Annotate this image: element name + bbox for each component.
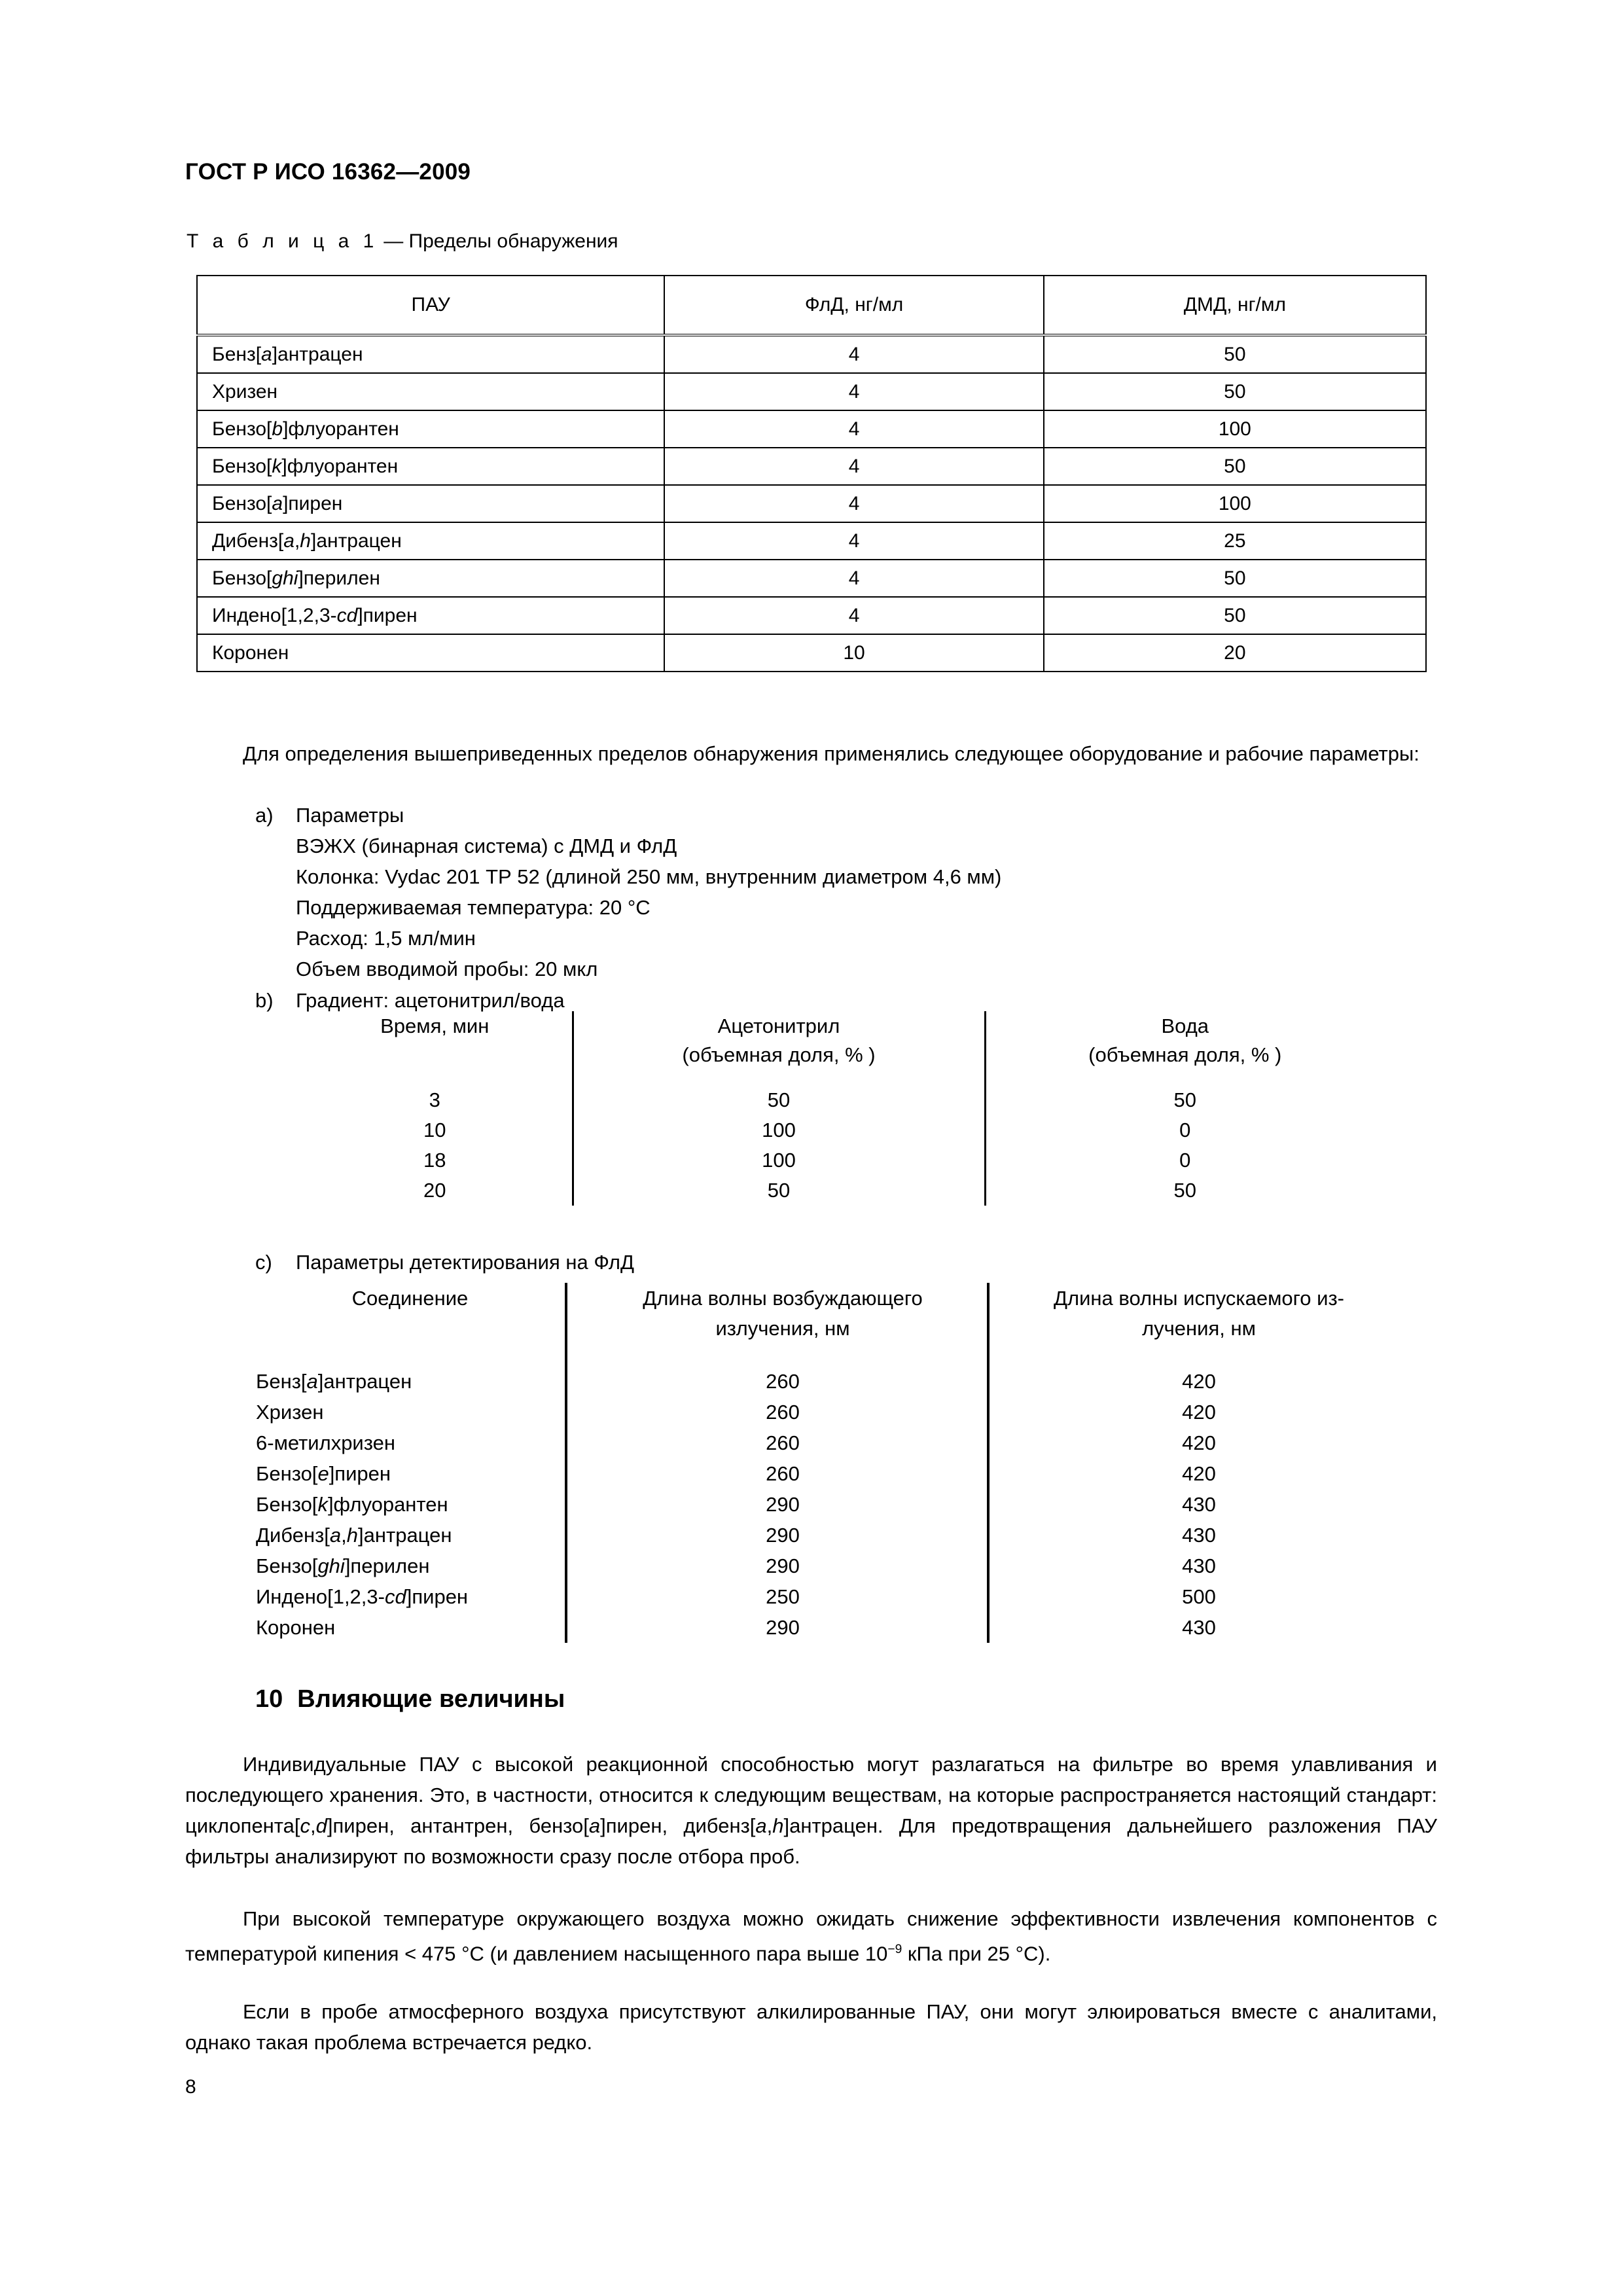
table1-cell-dmd: 100	[1044, 485, 1426, 522]
table3-cell-emission: 430	[988, 1489, 1397, 1520]
section-10-paragraph-3: Если в пробе атмосферного воздуха присутствуют алкилированные ПАУ, они могут элюироваться вместе с аналитами, однако такая проблема встречается редко.	[185, 2000, 1437, 2054]
table1-caption-dash: —	[378, 230, 409, 252]
table2-cell-water: 0	[985, 1145, 1384, 1175]
list-a-line-5: Объем вводимой пробы: 20 мкл	[296, 958, 598, 980]
table3-cell-compound: Бензо[ghi]перилен	[256, 1554, 430, 1577]
table3-cell-excitation: 260	[566, 1458, 988, 1489]
table3-cell-excitation: 260	[566, 1427, 988, 1458]
table-row	[197, 597, 1426, 634]
table3-cell-compound: Бензо[k]флуорантен	[256, 1493, 448, 1516]
list-marker-b: b)	[255, 989, 274, 1012]
section-10-heading	[255, 1685, 565, 1713]
table1-cell-name: Коронен	[197, 634, 664, 672]
table1-caption	[187, 230, 618, 253]
table-row	[255, 1520, 1397, 1551]
table2-col-header-time-l1: Время, мин	[380, 1014, 490, 1037]
table-row	[255, 1581, 1397, 1612]
table2-col-header-acetonitrile-l2: (объемная доля, % )	[682, 1043, 876, 1066]
list-marker-c: c)	[255, 1251, 272, 1274]
table3-cell-excitation: 250	[566, 1581, 988, 1612]
table1-cell-dmd: 20	[1044, 634, 1426, 672]
table3-cell-compound: Дибенз[a,h]антрацен	[256, 1524, 452, 1547]
table1-col-header-fld: ФлД, нг/мл	[664, 276, 1043, 335]
list-item-a	[255, 800, 404, 831]
table1-cell-name: Бензо[a]пирен	[197, 485, 664, 522]
table-row	[197, 560, 1426, 597]
table1-cell-name: Бензо[ghi]перилен	[197, 560, 664, 597]
table3-cell-emission: 420	[988, 1397, 1397, 1427]
list-a-line-1: ВЭЖХ (бинарная система) с ДМД и ФлД	[296, 834, 677, 857]
table1-cell-name: Индено[1,2,3-cd]пирен	[197, 597, 664, 634]
list-item-a-title: Параметры	[296, 804, 404, 827]
table1-cell-dmd: 50	[1044, 560, 1426, 597]
table2-col-header-water	[985, 1011, 1384, 1085]
list-a-line-4: Расход: 1,5 мл/мин	[296, 927, 476, 950]
table1-cell-fld: 4	[664, 522, 1043, 560]
table3-header-row	[255, 1283, 1397, 1366]
table-row	[197, 373, 1426, 410]
table1-cell-dmd: 50	[1044, 373, 1426, 410]
table3-cell-excitation: 290	[566, 1520, 988, 1551]
table3-cell-emission: 430	[988, 1520, 1397, 1551]
table3-col-header-emission	[988, 1283, 1397, 1366]
table2-col-header-acetonitrile-l1: Ацетонитрил	[717, 1014, 840, 1037]
table2-cell-time: 18	[423, 1149, 446, 1172]
table2-cell-time: 20	[423, 1179, 446, 1202]
table1-cell-dmd: 50	[1044, 597, 1426, 634]
table-row	[298, 1085, 1384, 1115]
section-10-paragraph-1: Индивидуальные ПАУ с высокой реакционной способностью могут разлагаться на фильтре во время улавливания и последующего хранения. Это, в частности, относится к следующим веществам, на которые распространяется настоящий стандарт: циклопента[c,d]пирен, антантрен, бензо[a]пирен, дибенз[a,h]антрацен. Для предотвращения дальнейшего разложения ПАУ фильтры анализируют по возможности сразу после отбора проб.	[185, 1753, 1437, 1868]
table1-caption-label: Т а б л и ц а 1	[187, 230, 378, 252]
table1-cell-name: Бенз[a]антрацен	[197, 335, 664, 373]
table-row	[255, 1366, 1397, 1397]
table1-col-header-dmd: ДМД, нг/мл	[1044, 276, 1426, 335]
list-a-line-2: Колонка: Vydac 201 ТР 52 (длиной 250 мм, внутренним диаметром 4,6 мм)	[296, 865, 1002, 888]
page-number: 8	[185, 2076, 196, 2098]
table1-cell-fld: 4	[664, 410, 1043, 448]
table3-cell-excitation: 290	[566, 1612, 988, 1643]
table3-cell-compound: Бенз[a]антрацен	[256, 1370, 412, 1393]
table3-cell-emission: 500	[988, 1581, 1397, 1612]
table-row	[197, 448, 1426, 485]
table1-cell-fld: 4	[664, 335, 1043, 373]
section-10-title: Влияющие величины	[297, 1685, 565, 1713]
table3-cell-excitation: 260	[566, 1366, 988, 1397]
table2-cell-acetonitrile: 100	[573, 1145, 985, 1175]
table3-cell-emission: 430	[988, 1551, 1397, 1581]
detection-limits-table	[196, 275, 1427, 672]
table2-cell-time: 3	[429, 1088, 440, 1111]
table1-caption-text: Пределы обнаружения	[408, 230, 618, 252]
table1-cell-name: Бензо[k]флуорантен	[197, 448, 664, 485]
table1-header-row	[197, 276, 1426, 335]
table2-col-header-water-l2: (объемная доля, % )	[1088, 1043, 1282, 1066]
table2-cell-time: 10	[423, 1119, 446, 1141]
table-row	[298, 1175, 1384, 1206]
table1-cell-fld: 4	[664, 597, 1043, 634]
table3-cell-compound: Бензо[e]пирен	[256, 1462, 391, 1485]
table3-cell-excitation: 290	[566, 1489, 988, 1520]
table3-col-header-excitation	[566, 1283, 988, 1366]
table1-cell-fld: 4	[664, 373, 1043, 410]
table2-cell-acetonitrile: 100	[573, 1115, 985, 1145]
table2-header-row	[298, 1011, 1384, 1085]
section-10-number: 10	[255, 1685, 283, 1713]
section-10-paragraph-2: При высокой температуре окружающего воздуха можно ожидать снижение эффективности извлечения компонентов с температурой кипения < 475 °C (и давлением насыщенного пара выше $10^{-9}$ кПа при 25 °C).	[185, 1907, 1437, 1965]
table1-cell-fld: 4	[664, 448, 1043, 485]
table2-cell-water: 50	[985, 1175, 1384, 1206]
table3-cell-emission: 420	[988, 1458, 1397, 1489]
table2-cell-acetonitrile: 50	[573, 1175, 985, 1206]
table2-cell-water: 50	[985, 1085, 1384, 1115]
table1-cell-name: Хризен	[197, 373, 664, 410]
table-row	[298, 1145, 1384, 1175]
table3-cell-emission: 430	[988, 1612, 1397, 1643]
table3-col-header-excitation-l1: Длина волны возбуждающего	[643, 1287, 923, 1310]
table-row	[197, 634, 1426, 672]
table2-col-header-acetonitrile	[573, 1011, 985, 1085]
list-a-line-3: Поддерживаемая температура: 20 °C	[296, 896, 651, 919]
table1-cell-name: Дибенз[a,h]антрацен	[197, 522, 664, 560]
table3-cell-compound: 6-метилхризен	[256, 1431, 395, 1454]
table1-cell-dmd: 25	[1044, 522, 1426, 560]
table3-cell-compound: Индено[1,2,3-cd]пирен	[256, 1585, 469, 1608]
table2-cell-water: 0	[985, 1115, 1384, 1145]
table-row	[298, 1115, 1384, 1145]
table1-cell-dmd: 100	[1044, 410, 1426, 448]
table-row	[197, 410, 1426, 448]
table3-cell-compound: Хризен	[256, 1401, 324, 1424]
table3-col-header-excitation-l2: излучения, нм	[715, 1317, 850, 1340]
table3-cell-emission: 420	[988, 1366, 1397, 1397]
table2-cell-acetonitrile: 50	[573, 1085, 985, 1115]
table1-cell-dmd: 50	[1044, 448, 1426, 485]
table1-cell-name: Бензо[b]флуорантен	[197, 410, 664, 448]
table-row	[255, 1612, 1397, 1643]
table3-col-header-compound	[255, 1283, 566, 1366]
table1-cell-fld: 4	[664, 485, 1043, 522]
table-row	[197, 335, 1426, 373]
table3-cell-excitation: 260	[566, 1397, 988, 1427]
intro-paragraph: Для определения вышеприведенных пределов обнаружения применялись следующее оборудование и рабочие параметры:	[243, 742, 1419, 765]
table3-col-header-emission-l1: Длина волны испускаемого из-	[1053, 1287, 1345, 1310]
gradient-table	[298, 1011, 1384, 1206]
table-row	[197, 485, 1426, 522]
list-item-c-title: Параметры детектирования на ФлД	[296, 1251, 634, 1274]
table3-col-header-emission-l2: лучения, нм	[1142, 1317, 1256, 1340]
table-row	[255, 1397, 1397, 1427]
table2-col-header-water-l1: Вода	[1161, 1014, 1209, 1037]
list-marker-a: a)	[255, 804, 274, 827]
table2-col-header-time	[298, 1011, 573, 1085]
table-row	[197, 522, 1426, 560]
standard-id-header: ГОСТ Р ИСО 16362—2009	[185, 159, 471, 185]
table3-col-header-compound-l1: Соединение	[351, 1287, 469, 1310]
table1-col-header-pau: ПАУ	[197, 276, 664, 335]
list-item-c	[255, 1247, 634, 1278]
table-row	[255, 1458, 1397, 1489]
table1-cell-fld: 10	[664, 634, 1043, 672]
table-row	[255, 1489, 1397, 1520]
fld-detection-parameters-table	[255, 1283, 1397, 1643]
table1-cell-dmd: 50	[1044, 335, 1426, 373]
table-row	[255, 1427, 1397, 1458]
table3-cell-compound: Коронен	[256, 1616, 336, 1639]
list-a-lines	[296, 831, 1001, 984]
table3-cell-emission: 420	[988, 1427, 1397, 1458]
list-item-b-title: Градиент: ацетонитрил/вода	[296, 989, 565, 1012]
table1-cell-fld: 4	[664, 560, 1043, 597]
table-row	[255, 1551, 1397, 1581]
table3-cell-excitation: 290	[566, 1551, 988, 1581]
